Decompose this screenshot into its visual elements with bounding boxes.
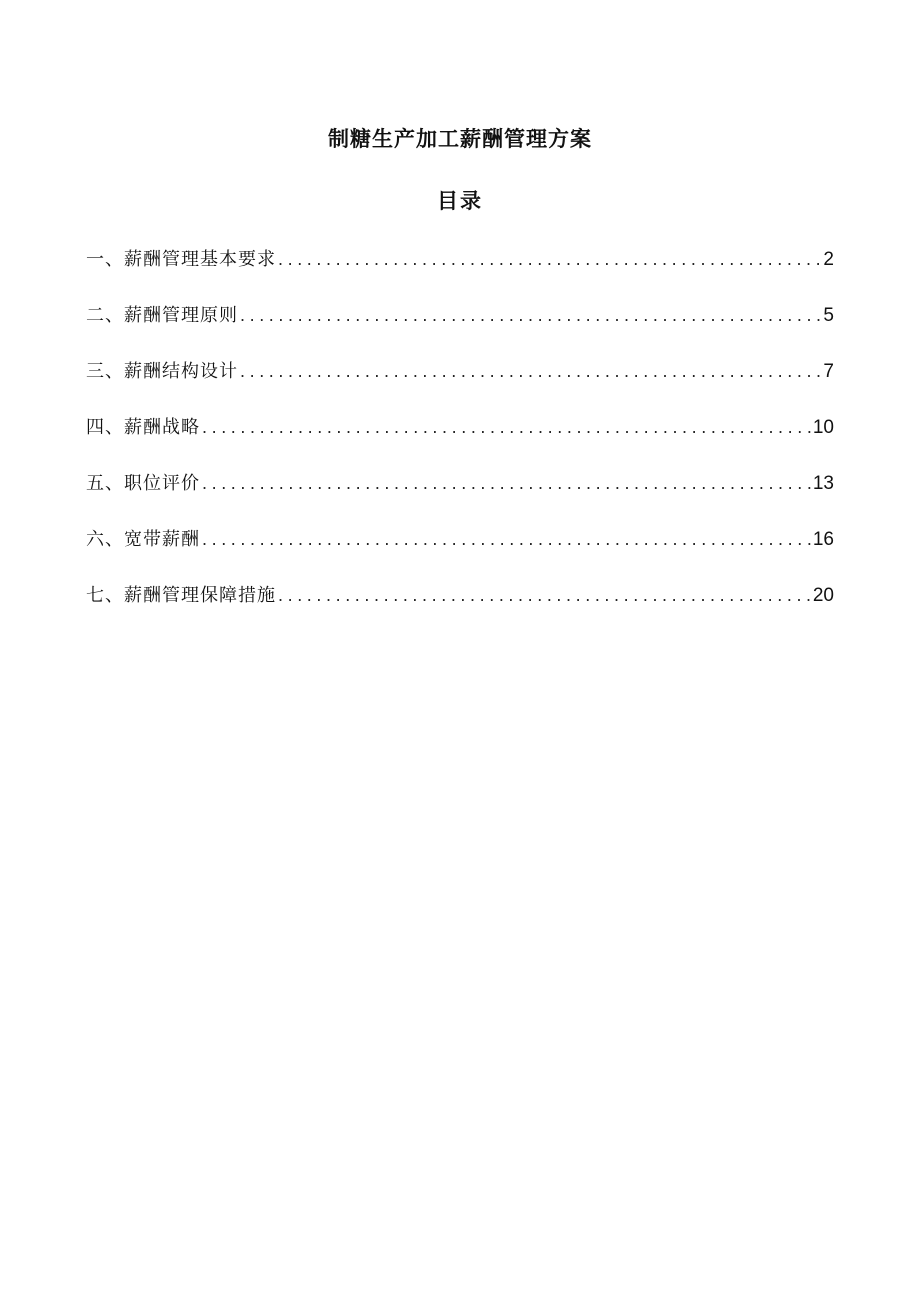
- toc-page-number: 16: [812, 529, 834, 550]
- toc-entry-1[interactable]: [86, 244, 834, 300]
- toc-dot-leader: [240, 356, 821, 386]
- toc-entry-label: 六、宽带薪酬: [86, 529, 200, 550]
- toc-entry-label: 二、薪酬管理原则: [86, 305, 238, 326]
- toc-entry-3[interactable]: [86, 356, 834, 412]
- toc-page-number: 5: [823, 305, 834, 326]
- toc-dot-leader: [240, 300, 821, 330]
- toc-entry-label: 三、薪酬结构设计: [86, 361, 238, 382]
- toc-entry-4[interactable]: [86, 412, 834, 468]
- toc-dot-leader: [278, 244, 821, 274]
- toc-entry-5[interactable]: [86, 468, 834, 524]
- table-of-contents: [86, 244, 834, 636]
- document-title: 制糖生产加工薪酬管理方案: [328, 127, 592, 151]
- toc-page-number: 10: [812, 417, 834, 438]
- toc-heading: 目录: [437, 189, 483, 213]
- toc-dot-leader: [278, 580, 811, 610]
- toc-entry-label: 一、薪酬管理基本要求: [86, 249, 276, 270]
- toc-entry-6[interactable]: [86, 524, 834, 580]
- toc-entry-label: 七、薪酬管理保障措施: [86, 585, 276, 606]
- toc-dot-leader: [202, 412, 811, 442]
- toc-page-number: 7: [823, 361, 834, 382]
- toc-entry-label: 五、职位评价: [86, 473, 200, 494]
- toc-entry-2[interactable]: [86, 300, 834, 356]
- toc-page-number: 13: [812, 473, 834, 494]
- toc-dot-leader: [202, 524, 811, 554]
- toc-page-number: 2: [823, 249, 834, 270]
- toc-entry-label: 四、薪酬战略: [86, 417, 200, 438]
- toc-page-number: 20: [812, 585, 834, 606]
- toc-dot-leader: [202, 468, 811, 498]
- toc-entry-7[interactable]: [86, 580, 834, 636]
